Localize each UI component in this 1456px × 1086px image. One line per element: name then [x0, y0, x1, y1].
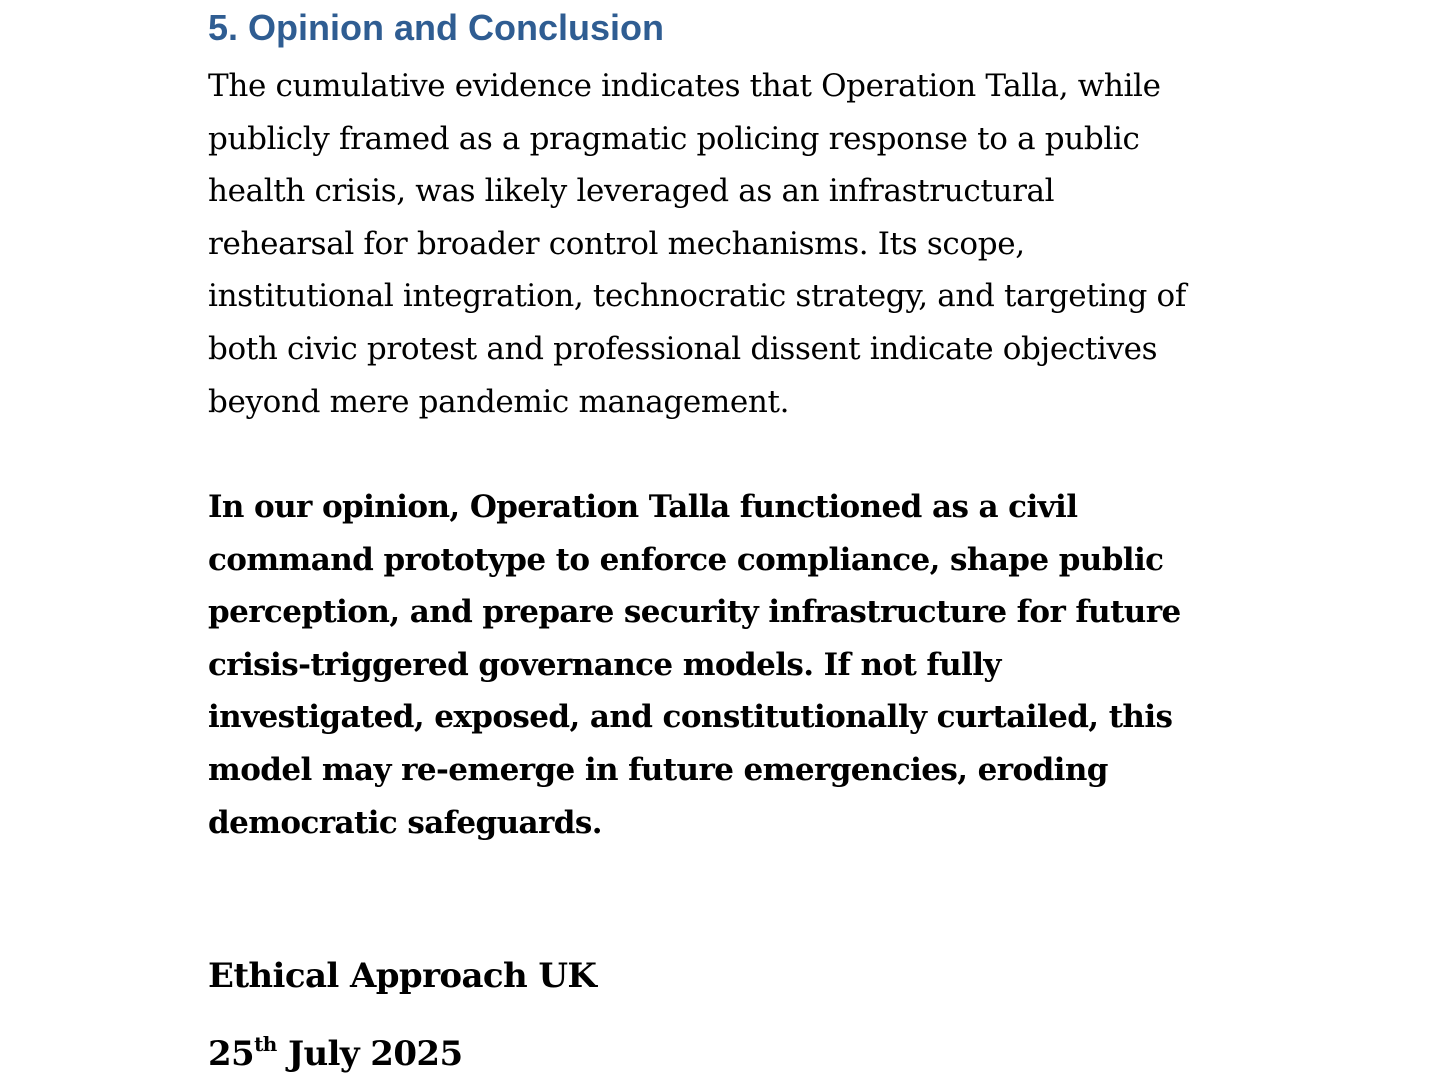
body-paragraph-evidence: [208, 60, 1186, 428]
paragraph-line: command prototype to enforce compliance, shape public: [208, 541, 1164, 578]
paragraph-line: rehearsal for broader control mechanisms. Its scope,: [208, 225, 1025, 262]
paragraph-line: publicly framed as a pragmatic policing response to a public: [208, 120, 1140, 157]
date-ordinal-suffix: th: [254, 1032, 277, 1056]
paragraph-line: democratic safeguards.: [208, 804, 602, 841]
paragraph-line: In our opinion, Operation Talla functioned as a civil: [208, 489, 1078, 525]
body-paragraph-opinion: [208, 481, 1181, 849]
paragraph-line: institutional integration, technocratic strategy, and targeting of: [208, 278, 1186, 315]
paragraph-line: model may re-emerge in future emergencies, eroding: [208, 751, 1108, 788]
paragraph-line: The cumulative evidence indicates that Operation Talla, while: [208, 68, 1161, 104]
paragraph-line: investigated, exposed, and constitutionally curtailed, this: [208, 699, 1173, 736]
paragraph-line: beyond mere pandemic management.: [208, 383, 790, 420]
paragraph-line: health crisis, was likely leveraged as an infrastructural: [208, 173, 1055, 210]
section-heading: 5. Opinion and Conclusion: [208, 7, 664, 48]
date-day: 25: [208, 1034, 255, 1074]
signature-date: [208, 1028, 463, 1080]
date-month-year: July 2025: [276, 1034, 463, 1074]
signature-organisation: Ethical Approach UK: [208, 956, 597, 996]
paragraph-line: perception, and prepare security infrastructure for future: [208, 594, 1181, 631]
paragraph-line: crisis-triggered governance models. If not fully: [208, 646, 1001, 683]
paragraph-line: both civic protest and professional dissent indicate objectives: [208, 330, 1158, 367]
